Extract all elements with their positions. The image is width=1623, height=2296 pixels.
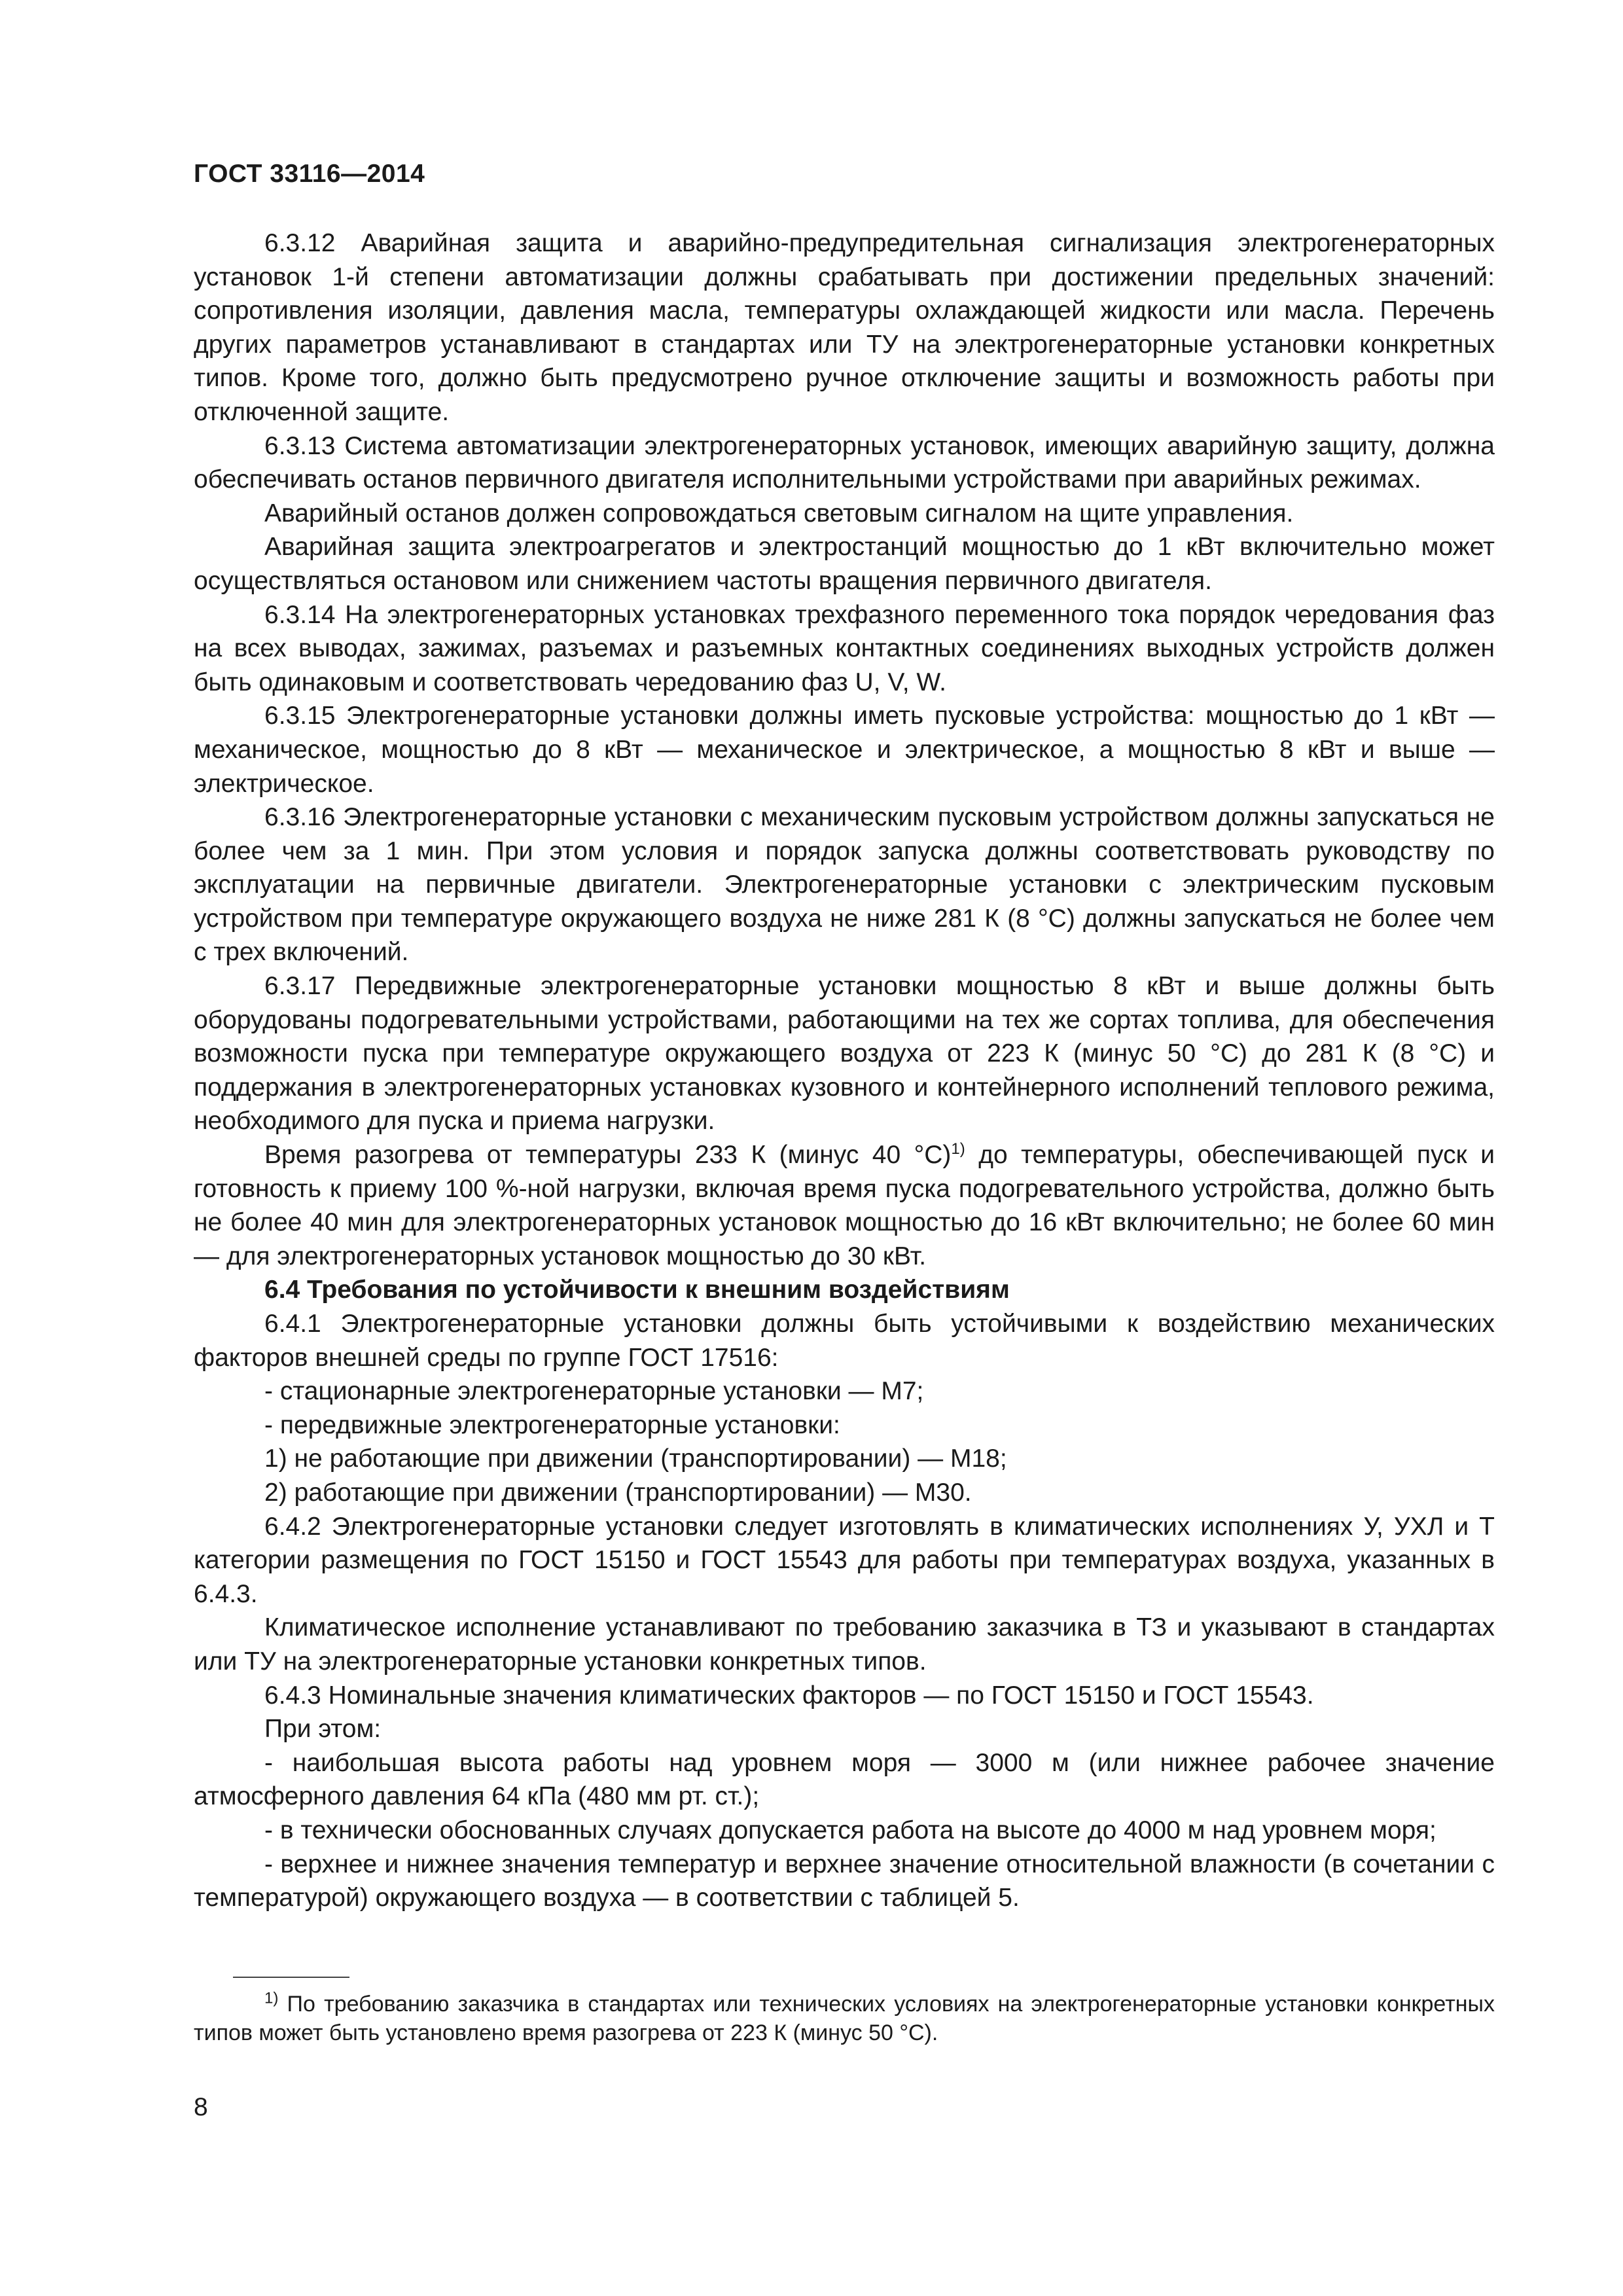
footnote-text: По требованию заказчика в стандартах или технических условиях на электрогенераторные установки конкретных типов может быть установлено время разогрева от 223 К (минус 50 °С).	[194, 1992, 1495, 2045]
paragraph-6-4-3: 6.4.3 Номинальные значения климатических факторов — по ГОСТ 15150 и ГОСТ 15543.	[264, 1681, 1314, 1710]
footnote	[194, 1990, 1495, 2047]
footnote-marker: 1)	[264, 1989, 279, 2007]
paragraph-6-4-3-intro: При этом:	[264, 1715, 382, 1744]
warmup-text-start: Время разогрева от температуры 233 К (минус 40 °С)	[264, 1141, 952, 1170]
page-number: 8	[194, 2093, 208, 2121]
footnote-divider	[233, 1977, 349, 1978]
list-item: 2) работающие при движении (транспортировании) — М30.	[264, 1478, 972, 1507]
footnote-reference[interactable]: 1)	[951, 1140, 965, 1158]
warmup-text-end: до температуры, обеспечивающей пуск и готовность к приему 100 %-ной нагрузки, включая время пуска подогревательного устройства, должно быть не более 40 мин для электрогенераторных установок мощностью до 16 кВт включительно; не более 60 мин — для электрогенераторных установок мощностью до 30 кВт.	[194, 1141, 1495, 1270]
paragraph-6-3-17-warmup	[194, 1138, 1495, 1273]
list-item: 1) не работающие при движении (транспортировании) — М18;	[264, 1444, 1007, 1473]
list-item: - в технически обоснованных случаях допускается работа на высоте до 4000 м над уровнем моря;	[264, 1816, 1436, 1844]
paragraph-6-4-1: 6.4.1 Электрогенераторные установки должны быть устойчивыми к воздействию механических факторов внешней среды по группе ГОСТ 17516:	[194, 1310, 1495, 1372]
document-body	[194, 226, 1495, 1915]
paragraph-6-3-14: 6.3.14 На электрогенераторных установках трехфазного переменного тока порядок чередования фаз на всех выводах, зажимах, разъемах и разъемных контактных соединениях выходных устройств должен быть одинаковым и соответствовать чередованию фаз U, V, W.	[194, 600, 1495, 696]
paragraph-6-4-2: 6.4.2 Электрогенераторные установки следует изготовлять в климатических исполнениях У, УХЛ и Т категории размещения по ГОСТ 15150 и ГОСТ 15543 для работы при температурах воздуха, указанных в 6.4.3.	[194, 1512, 1495, 1608]
document-header: ГОСТ 33116—2014	[194, 160, 425, 188]
paragraph-6-3-13-emergency-stop: Аварийный останов должен сопровождаться световым сигналом на щите управления.	[264, 499, 1294, 528]
list-item: - передвижные электрогенераторные установки:	[264, 1410, 840, 1439]
section-heading-6-4: 6.4 Требования по устойчивости к внешним воздействиям	[264, 1276, 1010, 1304]
paragraph-6-3-17: 6.3.17 Передвижные электрогенераторные установки мощностью 8 кВт и выше должны быть оборудованы подогревательными устройствами, работающими на тех же сортах топлива, для обеспечения возможности пуска при температуре окружающего воздуха от 223 К (минус 50 °С) до 281 К (8 °С) и поддержания в электрогенераторных установках кузовного и контейнерного исполнений теплового режима, необходимого для пуска и приема нагрузки.	[194, 972, 1495, 1136]
paragraph-6-3-13-protection: Аварийная защита электроагрегатов и электростанций мощностью до 1 кВт включительно может осуществляться остановом или снижением частоты вращения первичного двигателя.	[194, 533, 1495, 595]
paragraph-6-3-15: 6.3.15 Электрогенераторные установки должны иметь пусковые устройства: мощностью до 1 кВт — механическое, мощностью до 8 кВт — механическое и электрическое, а мощностью 8 кВт и выше — электрическое.	[194, 702, 1495, 798]
list-item: - стационарные электрогенераторные установки — М7;	[264, 1377, 924, 1406]
list-item: - верхнее и нижнее значения температур и верхнее значение относительной влажности (в сочетании с температурой) окружающего воздуха — в соответствии с таблицей 5.	[194, 1850, 1495, 1912]
paragraph-6-3-16: 6.3.16 Электрогенераторные установки с механическим пусковым устройством должны запускаться не более чем за 1 мин. При этом условия и порядок запуска должны соответствовать руководству по эксплуатации на первичные двигатели. Электрогенераторные установки с электрическим пусковым устройством при температуре окружающего воздуха не ниже 281 К (8 °С) должны запускаться не более чем с трех включений.	[194, 803, 1495, 967]
paragraph-6-4-2-climate: Климатическое исполнение устанавливают по требованию заказчика в ТЗ и указывают в стандартах или ТУ на электрогенераторные установки конкретных типов.	[194, 1613, 1495, 1676]
paragraph-6-3-13: 6.3.13 Система автоматизации электрогенераторных установок, имеющих аварийную защиту, должна обеспечивать останов первичного двигателя исполнительными устройствами при аварийных режимах.	[194, 431, 1495, 494]
list-item: - наибольшая высота работы над уровнем моря — 3000 м (или нижнее рабочее значение атмосферного давления 64 кПа (480 мм рт. ст.);	[194, 1748, 1495, 1811]
paragraph-6-3-12: 6.3.12 Аварийная защита и аварийно-предупредительная сигнализация электрогенераторных установок 1-й степени автоматизации должны срабатывать при достижении предельных значений: сопротивления изоляции, давления масла, температуры охлаждающей жидкости или масла. Перечень других параметров устанавливают в стандартах или ТУ на электрогенераторные установки конкретных типов. Кроме того, должно быть предусмотрено ручное отключение защиты и возможность работы при отключенной защите.	[194, 229, 1495, 426]
